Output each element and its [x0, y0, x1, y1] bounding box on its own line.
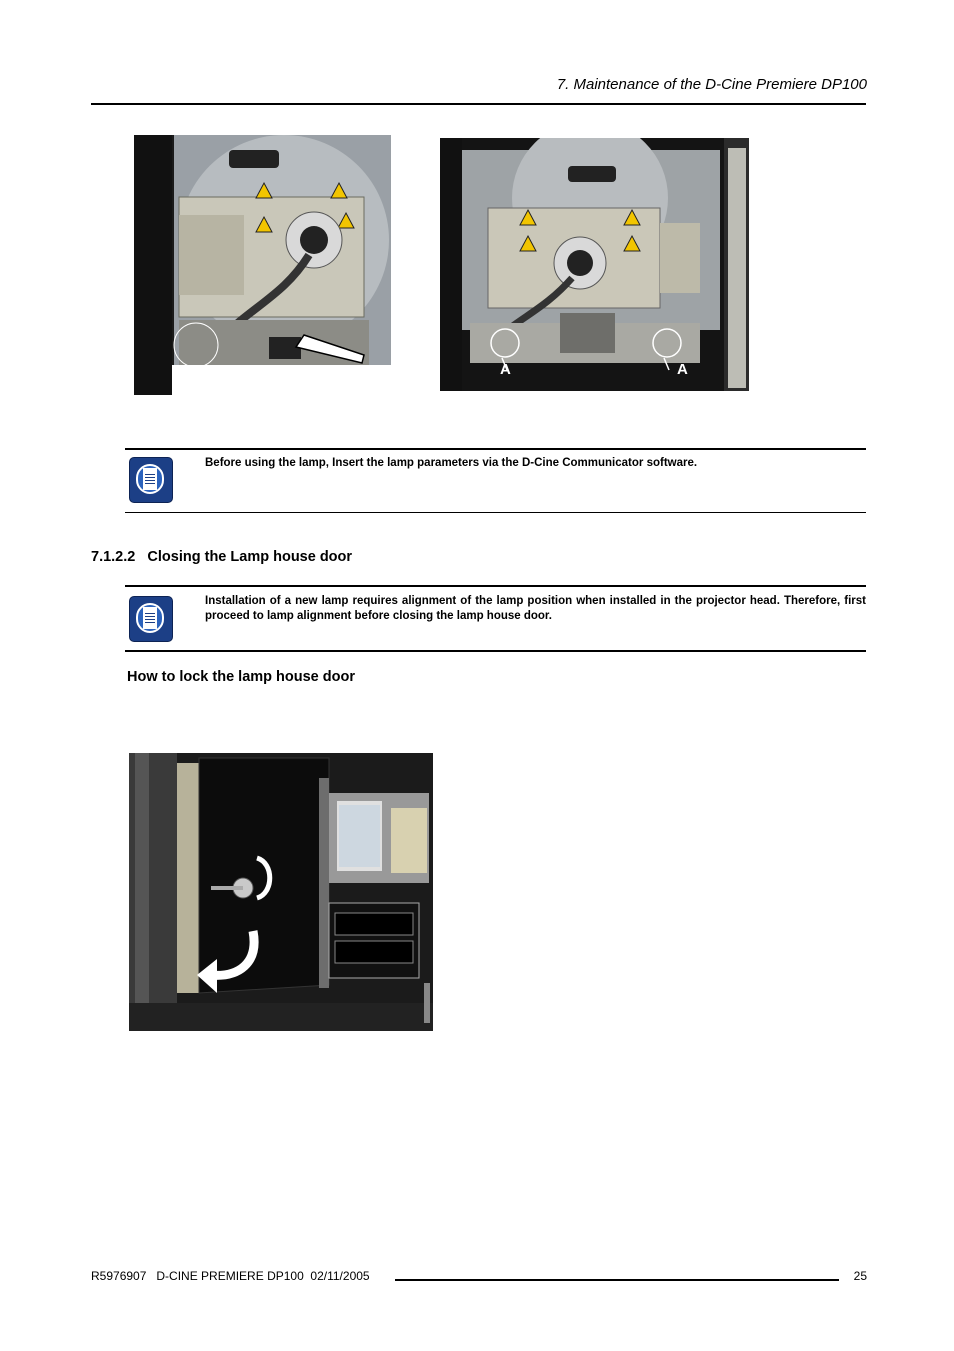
- footer-rule: [395, 1279, 839, 1281]
- marker-a-left: A: [500, 361, 511, 378]
- lamp-house-door-illustration: [129, 753, 433, 1031]
- note1-text: Before using the lamp, Insert the lamp parameters via the D-Cine Communicator software.: [205, 457, 698, 469]
- lamp-house-door-photo: [129, 753, 433, 1031]
- note1-top-rule: [125, 448, 866, 450]
- chapter-header-title: 7. Maintenance of the D-Cine Premiere DP100: [556, 76, 867, 93]
- subsection-heading: How to lock the lamp house door: [127, 669, 355, 685]
- lamp-house-photo-left: [134, 135, 391, 395]
- marker-a-right: A: [677, 361, 688, 378]
- note-document-icon: [129, 457, 173, 503]
- note-document-icon: [129, 596, 173, 642]
- section-heading: 7.1.2.2 Closing the Lamp house door: [91, 549, 353, 565]
- note2-bottom-rule: [125, 650, 866, 652]
- footer-page-number: 25: [853, 1269, 867, 1283]
- header-rule: [91, 103, 866, 105]
- lamp-house-illustration-left: [134, 135, 391, 395]
- footer-document-info: R5976907 D-CINE PREMIERE DP100 02/11/2005: [91, 1269, 370, 1283]
- note2-text: Installation of a new lamp requires alignment of the lamp position when installed in the projector head. Therefore, first proceed to lamp alignment before closing the lamp house door.: [205, 595, 866, 622]
- note1-bottom-rule: [125, 512, 866, 513]
- lamp-house-illustration-right: [440, 138, 749, 391]
- lamp-house-photo-right: [440, 138, 749, 391]
- note2-top-rule: [125, 585, 866, 587]
